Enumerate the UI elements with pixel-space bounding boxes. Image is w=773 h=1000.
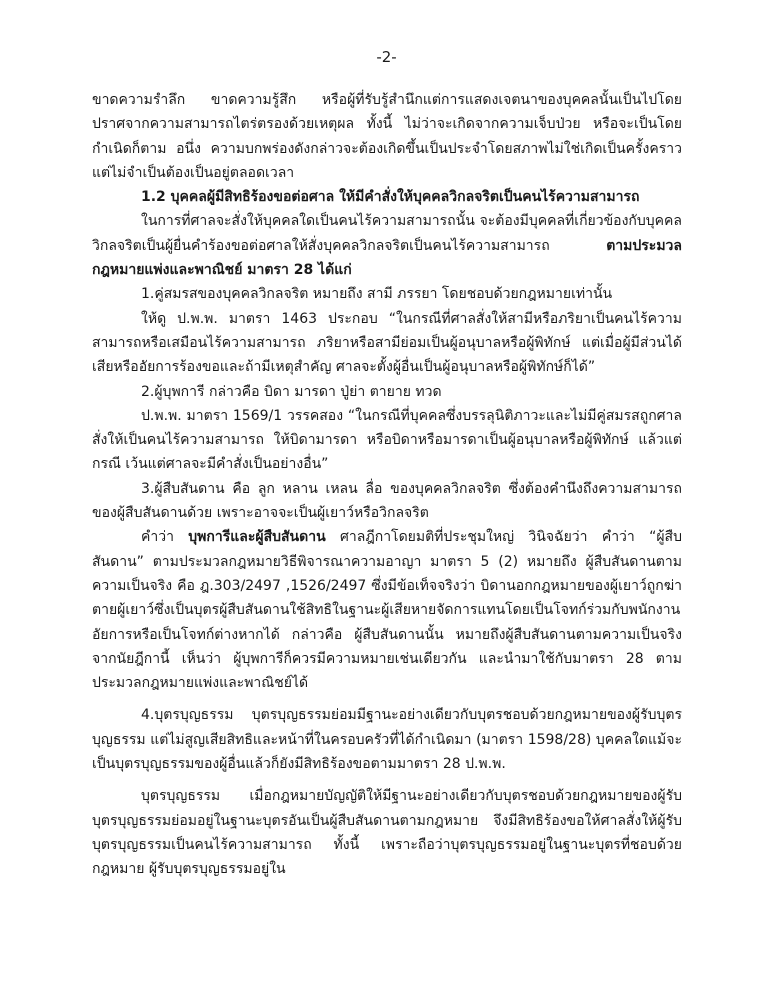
list-item-ascendants: 2.ผู้บุพการี กล่าวคือ บิดา มารดา ปู่ย่า ตายาย ทวด <box>141 383 442 400</box>
page-number: -2- <box>376 48 397 66</box>
paragraph-petitioners-intro <box>92 209 682 282</box>
paragraph-petitioners-text: ในการที่ศาลจะสั่งให้บุคคลใดเป็นคนไร้ความสามารถนั้น จะต้องมีบุคคลที่เกี่ยวข้องกับบุคคลวิกลจริตเป็นผู้ยื่นคำร้องขอต่อศาลให้สั่งบุคคลวิกลจริตเป็นคนไร้ความสามารถ <box>92 213 682 254</box>
list-item-descendants: 3.ผู้สืบสันดาน คือ ลูก หลาน เหลน ลื่อ ของบุคคลวิกลจริต ซึ่งต้องคำนึงถึงความสามารถของผู้สืบสันดานด้วย เพราะอาจจะเป็นผู้เยาว์หรือวิกลจริต <box>92 480 682 522</box>
descendants-detail-body: ศาลฎีกาโดยมติที่ประชุมใหญ่ วินิจฉัยว่า คำว่า “ผู้สืบสันดาน” ตามประมวลกฎหมายวิธีพิจารณาความอาญา มาตรา 5 (2) หมายถึง ผู้สืบสันดานตามความเป็นจริง คือ ฎ.303/2497 ,1526/2497 ซึ่งมีข้อเท็จจริงว่า บิดานอกกฎหมายของผู้เยาว์ถูกฆ่าตายผู้เยาว์ซึ่งเป็นบุตรผู้สืบสันดานใช้สิทธิในฐานะผู้เสียหายจัดการแทนโดยเป็นโจทก์ร่วมกับพนักงานอัยการหรือเป็นโจทก์ต่างหากได้ กล่าวคือ ผู้สืบสันดานนั้น หมายถึงผู้สืบสันดานตามความเป็นจริง จากนัยฎีกานี้ เห็นว่า ผู้บุพการีก็ควรมีความหมายเช่นเดียวกัน และนำมาใช้กับมาตรา 28 ตามประมวลกฎหมายแพ่งและพาณิชย์ได้ <box>92 529 682 692</box>
list-item-adopted-child-detail: บุตรบุญธรรม เมื่อกฎหมายบัญญัติให้มีฐานะอย่างเดียวกับบุตรชอบด้วยกฎหมายของผู้รับบุตรบุญธรรมย่อมอยู่ในฐานะบุตรอันเป็นผู้สืบสันดานตามกฎหมาย จึงมีสิทธิร้องขอให้ศาลสั่งให้ผู้รับบุตรบุญธรรมเป็นคนไร้ความสามารถ ทั้งนี้ เพราะถือว่าบุตรบุญธรรมอยู่ในฐานะบุตรที่ชอบด้วยกฎหมาย ผู้รับบุตรบุญธรรมอยู่ใน <box>92 788 682 878</box>
list-item-adopted-child: 4.บุตรบุญธรรม บุตรบุญธรรมย่อมมีฐานะอย่างเดียวกับบุตรชอบด้วยกฎหมายของผู้รับบุตรบุญธรรม แต่ไม่สูญเสียสิทธิและหน้าที่ในครอบครัวที่ได้กำเนิดมา (มาตรา 1598/28) บุคคลใดแม้จะเป็นบุตรบุญธรรมของผู้อื่นแล้วก็ยังมีสิทธิร้องขอตามมาตรา 28 ป.พ.พ. <box>92 707 682 773</box>
list-item-spouse-detail: ให้ดู ป.พ.พ. มาตรา 1463 ประกอบ “ในกรณีที่ศาลสั่งให้สามีหรือภริยาเป็นคนไร้ความสามารถหรือเสมือนไร้ความสามารถ ภริยาหรือสามีย่อมเป็นผู้อนุบาลหรือผู้พิทักษ์ แต่เมื่อผู้มีส่วนได้เสียหรืออัยการร้องขอและถ้ามีเหตุสำคัญ ศาลจะตั้งผู้อื่นเป็นผู้อนุบาลหรือผู้พิทักษ์ก็ได้” <box>92 310 682 376</box>
paragraph-definition-continued: ขาดความรำลึก ขาดความรู้สึก หรือผู้ที่รับรู้สำนึกแต่การแสดงเจตนาของบุคคลนั้นเป็นไปโดยปราศจากความสามารถไตร่ตรองด้วยเหตุผล ทั้งนี้ ไม่ว่าจะเกิดจากความเจ็บป่วย หรือจะเป็นโดยกำเนิดก็ตาม อนึ่ง ความบกพร่องดังกล่าวจะต้องเกิดขึ้นเป็นประจำโดยสภาพไม่ใช่เกิดเป็นครั้งคราว แต่ไม่จำเป็นต้องเป็นอยู่ตลอดเวลา <box>92 92 682 181</box>
section-heading-1-2: 1.2 บุคคลผู้มีสิทธิร้องขอต่อศาล ให้มีคำสั่งให้บุคคลวิกลจริตเป็นคนไร้ความสามารถ <box>141 189 640 206</box>
document-body <box>92 88 682 882</box>
descendants-detail-lead: คำว่า <box>141 529 189 546</box>
descendants-detail-term: บุพการีและผู้สืบสันดาน <box>188 529 326 546</box>
list-item-ascendants-detail: ป.พ.พ. มาตรา 1569/1 วรรคสอง “ในกรณีที่บุคคลซึ่งบรรลุนิติภาวะและไม่มีคู่สมรสถูกศาลสั่งให้เป็นคนไร้ความสามารถ ให้บิดามารดา หรือบิดาหรือมารดาเป็นผู้อนุบาลหรือผู้พิทักษ์ แล้วแต่กรณี เว้นแต่ศาลจะมีคำสั่งเป็นอย่างอื่น” <box>92 407 682 473</box>
list-item-descendants-detail <box>92 525 682 695</box>
paragraph-petitioners-bold: ตามประมวลกฎหมายแพ่งและพาณิชย์ มาตรา 28 ได้แก่ <box>92 237 682 279</box>
list-item-spouse: 1.คู่สมรสของบุคคลวิกลจริต หมายถึง สามี ภรรยา โดยชอบด้วยกฎหมายเท่านั้น <box>141 286 613 303</box>
